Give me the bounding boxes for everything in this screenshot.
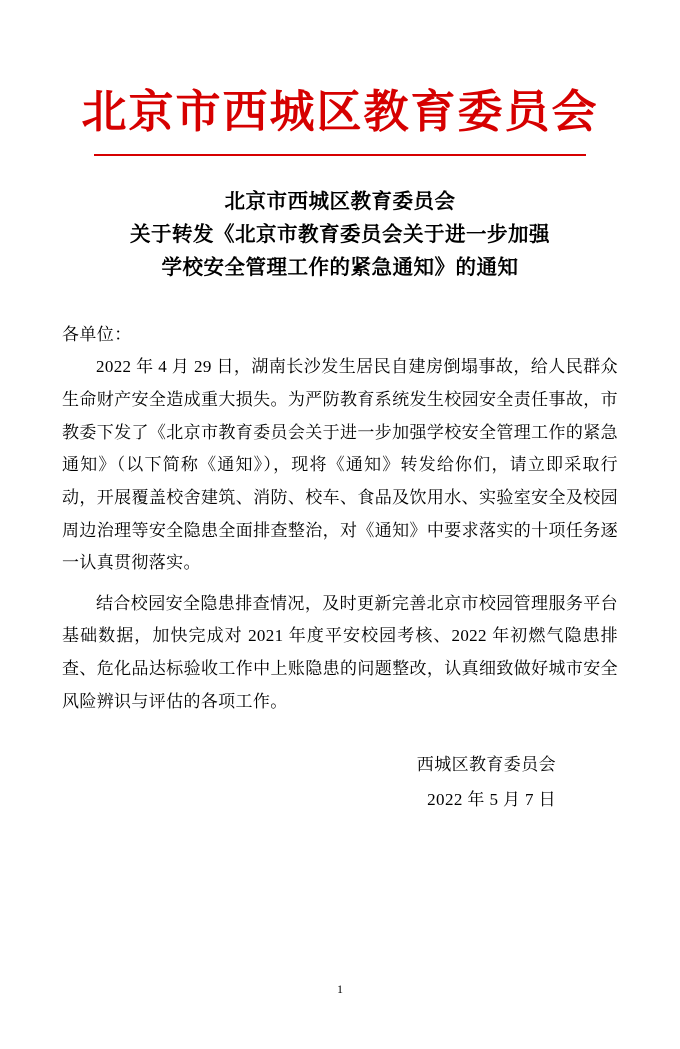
masthead-divider [94, 154, 586, 156]
signature-date: 2022 年 5 月 7 日 [427, 790, 556, 810]
body-paragraph-1: 2022 年 4 月 29 日，湖南长沙发生居民自建房倒塌事故，给人民群众生命财产安全造成重大损失。为严防教育系统发生校园安全责任事故，市教委下发了《北京市教育委员会关于进一步加强学校安全管理工作的紧急通知》（以下简称《通知》），现将《通知》转发给你们，请立即采取行动，开展覆盖校舍建筑、消防、校车、食品及饮用水、实验室安全及校园周边治理等安全隐患全面排查整治，对《通知》中要求落实的十项任务逐一认真贯彻落实。 [62, 357, 618, 573]
document-page [0, 88, 680, 1049]
signature-block [62, 748, 618, 818]
signature-organization: 西城区教育委员会 [416, 755, 556, 775]
page-number: 1 [337, 982, 343, 996]
document-title-line-2: 关于转发《北京市教育委员会关于进一步加强 [130, 223, 550, 246]
document-masthead: 北京市西城区教育委员会 [81, 87, 599, 137]
document-title [62, 186, 618, 286]
document-title-line-1: 北京市西城区教育委员会 [224, 190, 456, 213]
salutation: 各单位： [62, 325, 132, 345]
document-title-line-3: 学校安全管理工作的紧急通知》的通知 [161, 256, 519, 279]
body-paragraph-2: 结合校园安全隐患排查情况，及时更新完善北京市校园管理服务平台基础数据，加快完成对 2021 年度平安校园考核、2022 年初燃气隐患排查、危化品达标验收工作中上账隐患的问题整改，认真细致做好城市安全风险辨识与评估的各项工作。 [62, 593, 618, 711]
